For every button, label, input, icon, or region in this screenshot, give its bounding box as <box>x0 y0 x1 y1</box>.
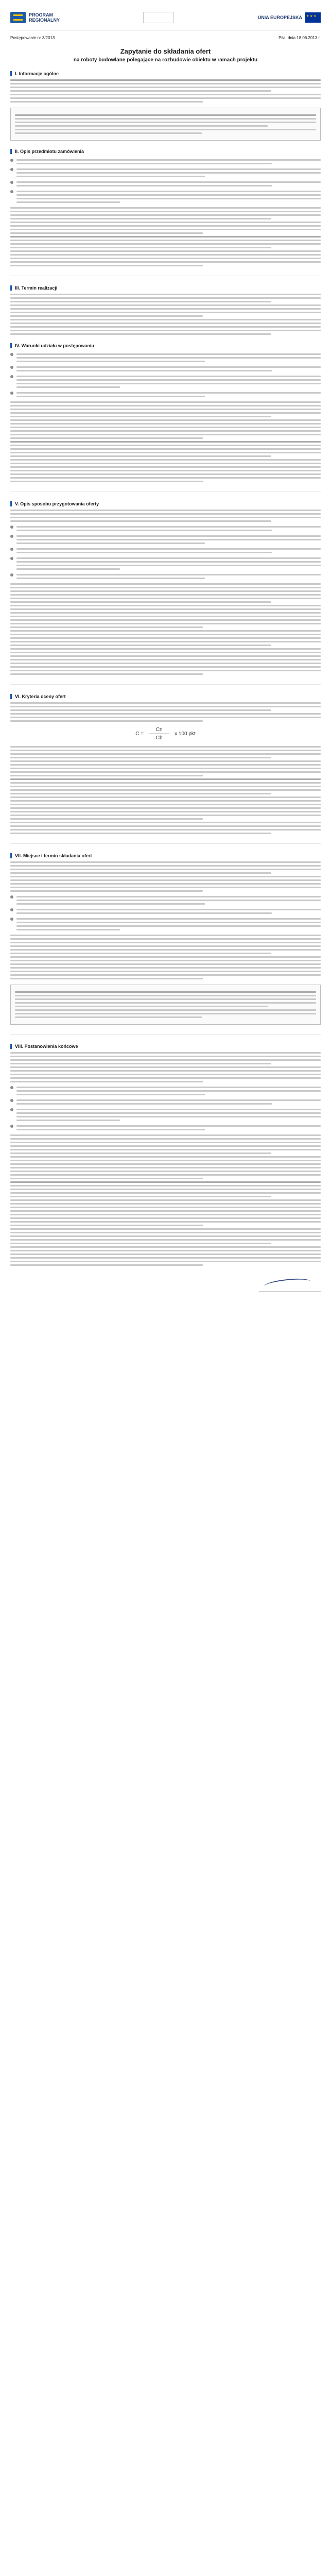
section-heading: VI. Kryteria oceny ofert <box>10 694 321 699</box>
page-divider <box>10 843 321 844</box>
regional-program-logo <box>10 12 60 23</box>
section-heading: VIII. Postanowienia końcowe <box>10 1044 321 1049</box>
formula-denominator: Cb <box>155 735 163 741</box>
handwritten-signature <box>259 1276 321 1292</box>
reference-row <box>10 36 321 40</box>
section-body <box>10 861 321 979</box>
section-heading: II. Opis przedmiotu zamówienia <box>10 149 321 154</box>
section-body <box>10 746 321 834</box>
section-body <box>10 157 321 266</box>
formula-suffix: x 100 pkt <box>175 731 196 737</box>
section-heading: V. Opis sposobu przygotowania oferty <box>10 501 321 506</box>
section-body <box>10 1052 321 1266</box>
section-body <box>10 351 321 482</box>
eu-logo <box>258 12 321 23</box>
region-logo <box>143 12 174 23</box>
section-body <box>10 510 321 675</box>
section-heading: VII. Miejsce i termin składania ofert <box>10 853 321 858</box>
eu-logo-text: UNIA EUROPEJSKA <box>257 15 302 20</box>
page-divider <box>10 1034 321 1035</box>
document-header <box>10 7 321 30</box>
reference-number: Postępowanie nr 3/2013 <box>10 36 55 40</box>
section-body <box>10 79 321 103</box>
section-body <box>10 294 321 335</box>
formula-numerator: Cn <box>155 727 163 733</box>
section-body <box>10 702 321 722</box>
notice-box <box>10 985 321 1025</box>
formula-fraction <box>149 727 169 741</box>
page-divider <box>10 684 321 685</box>
section-heading: III. Termin realizacji <box>10 285 321 291</box>
title-block <box>10 47 321 63</box>
document-date: Piła, dnia 18.06.2013 r. <box>278 36 321 40</box>
program-logo-text: PROGRAM REGIONALNY <box>29 12 60 23</box>
eu-flag-icon <box>305 12 321 23</box>
notice-box <box>10 108 321 141</box>
document-title: Zapytanie do składania ofert <box>120 47 211 55</box>
section-heading: IV. Warunki udziału w postępowaniu <box>10 343 321 348</box>
document-subtitle: na roboty budowlane polegające na rozbudowie obiektu w ramach projektu <box>73 57 258 63</box>
formula-label: C = <box>135 731 144 737</box>
section-heading: I. Informacje ogólne <box>10 71 321 76</box>
scoring-formula <box>10 727 321 741</box>
program-logo-icon <box>10 12 26 23</box>
signature-area <box>10 1276 321 1292</box>
